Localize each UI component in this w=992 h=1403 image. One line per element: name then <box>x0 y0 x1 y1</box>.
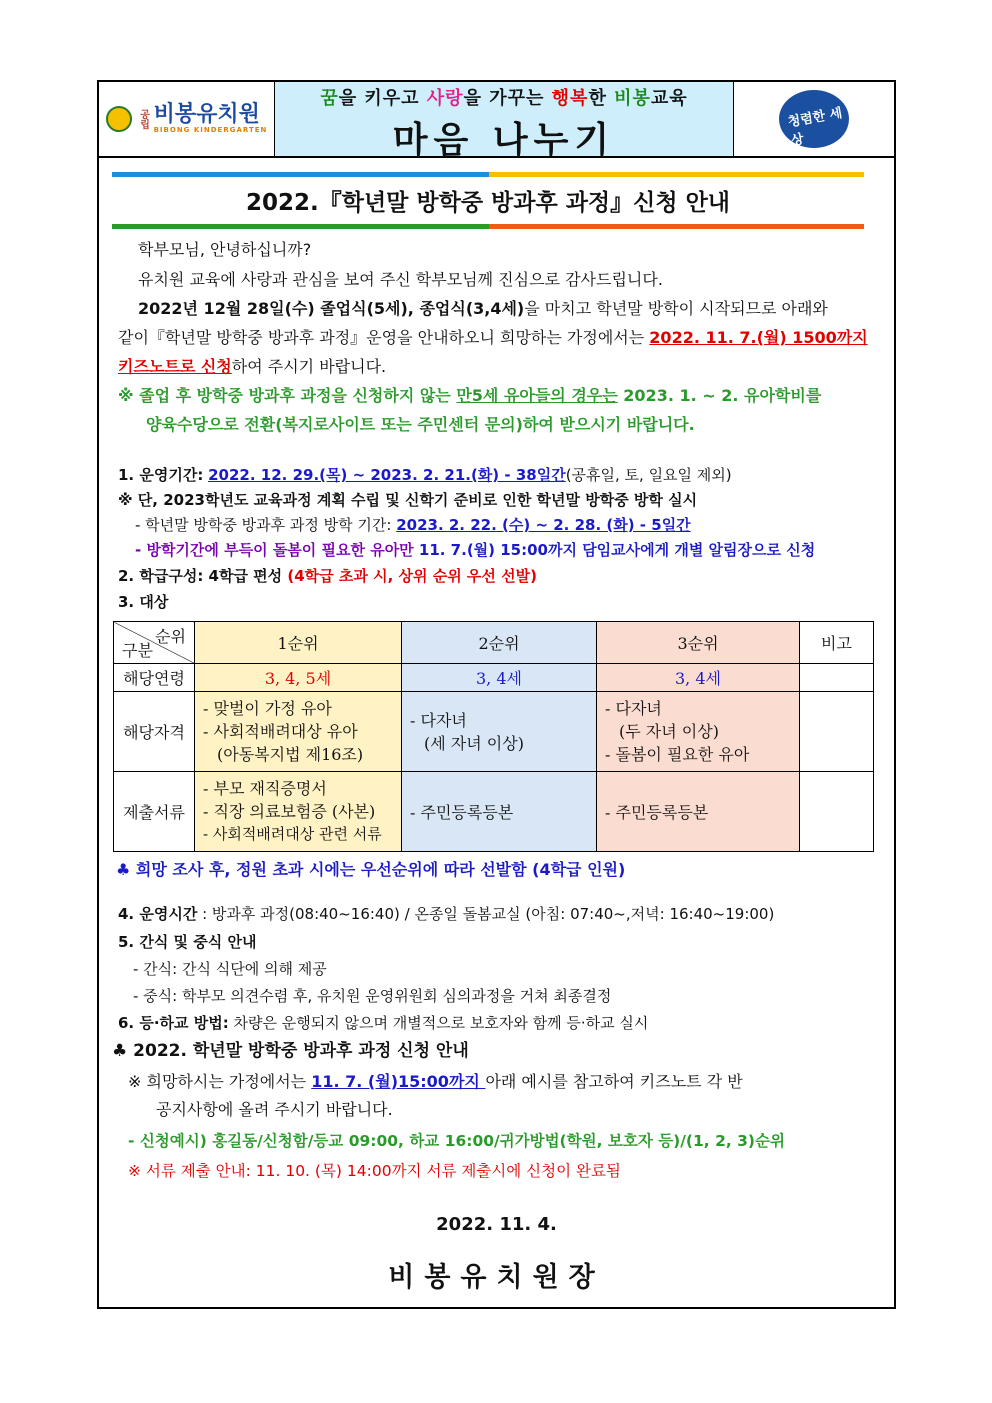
header-rank-2: 2순위 <box>402 622 597 664</box>
section-3: 3. 대상 <box>118 593 169 611</box>
qual-item: (세 자녀 이상) <box>424 733 524 753</box>
table-row <box>114 664 874 692</box>
doc-item: - 부모 재직증명서 <box>203 779 327 798</box>
section-label: 2. 학급구성: 4학급 편성 <box>118 567 288 585</box>
issue-date: 2022. 11. 4. <box>436 1214 557 1235</box>
age-rank-2: 3, 4세 <box>402 664 597 692</box>
apply-text: ※ 희망하시는 가정에서는 <box>128 1072 312 1091</box>
section-1-note: ※ 단, 2023학년도 교육과정 계획 수립 및 신학기 준비로 인한 학년말 방학중 방학 실시 <box>118 491 698 509</box>
slogan-part: 비봉 <box>614 88 651 109</box>
documents-deadline-note: ※ 서류 제출 안내: 11. 10. (목) 14:00까지 서류 제출시에 신청이 완료됨 <box>128 1162 621 1180</box>
intro-line-5 <box>118 355 386 379</box>
letterhead <box>97 80 896 161</box>
doc-item: - 사회적배려대상 관련 서류 <box>203 825 382 843</box>
apply-deadline-2: 11. 7. (월)15:00까지 <box>311 1072 486 1091</box>
table-header-row <box>114 622 874 664</box>
qual-rank-1 <box>195 692 402 772</box>
table-row <box>114 772 874 852</box>
note-text: 2023. 1. ~ 2. 유아학비를 <box>617 386 822 405</box>
docs-rank-2 <box>402 772 597 852</box>
section-5: 5. 간식 및 중식 안내 <box>118 933 257 951</box>
age-label: 해당연령 <box>114 664 195 692</box>
section-label: 4. 운영시간 <box>118 905 198 923</box>
top-bar-blue <box>112 172 489 177</box>
table-corner <box>114 622 195 664</box>
slogan-part: 한 <box>588 88 615 109</box>
apply-text: 아래 예시를 참고하여 키즈노트 각 반 <box>485 1072 743 1091</box>
corner-category: 구분 <box>122 641 153 660</box>
greeting: 학부모님, 안녕하십니까? <box>138 240 312 259</box>
qual-rank-3 <box>597 692 800 772</box>
intro-line-4 <box>118 326 868 350</box>
qual-item: - 다자녀 <box>410 710 467 730</box>
holiday-exclusion: (공휴일, 토, 일요일 제외) <box>565 466 732 484</box>
remark-cell <box>800 772 874 852</box>
qual-item: (두 자녀 이상) <box>619 722 719 741</box>
class-priority-note: (4학급 초과 시, 상위 순위 우선 선발) <box>287 567 537 585</box>
logo-subtitle: BIBONG KINDERGARTEN <box>153 126 268 134</box>
top-bar-yellow <box>489 172 864 177</box>
header-center <box>275 82 734 161</box>
intro-text: 같이『학년말 방학중 방과후 과정』운영을 안내하오니 희망하는 가정에서는 <box>118 328 650 347</box>
logo-name: 비봉유치원 <box>153 102 260 127</box>
doc-item: - 직장 의료보험증 (사본) <box>203 802 376 821</box>
documents-label: 제출서류 <box>114 772 195 852</box>
docs-rank-1 <box>195 772 402 852</box>
kidsnote-apply: 키즈노트로 신청 <box>118 357 232 376</box>
intro-line-3 <box>138 297 828 321</box>
apply-line-1 <box>128 1070 743 1094</box>
qual-item: - 맞벌이 가정 유아 <box>203 699 332 718</box>
header-remarks: 비고 <box>800 622 874 664</box>
apply-line-2: 공지사항에 올려 주시기 바랍니다. <box>156 1100 393 1119</box>
age-rank-3: 3, 4세 <box>597 664 800 692</box>
vacation-period: 2023. 2. 22. (수) ~ 2. 28. (화) - 5일간 <box>396 516 691 534</box>
signature: 비봉유치원장 <box>388 1262 605 1293</box>
slogan-part: 행복 <box>551 88 589 109</box>
slogan-part: 꿈 <box>320 88 339 109</box>
bottom-bar-orange <box>489 224 864 229</box>
note-graduates <box>118 384 821 408</box>
corner-rank: 순위 <box>155 627 186 646</box>
ceremony-dates: 2022년 12월 28일(수) 졸업식(5세), 종업식(3,4세) <box>138 299 525 318</box>
vacation-label: - 학년말 방학중 방과후 과정 방학 기간: <box>135 516 397 534</box>
section-label: 6. 등·하교 방법: <box>118 1014 229 1032</box>
header-rank-3: 3순위 <box>597 622 800 664</box>
note-allowance: 양육수당으로 전환(복지로사이트 또는 주민센터 문의)하여 받으시기 바랍니다. <box>146 415 695 434</box>
operating-hours: : 방과후 과정(08:40~16:40) / 온종일 돌봄교실 (아침: 07:40~,저녁: 16:40~19:00) <box>197 905 775 923</box>
thanks-line: 유치원 교육에 사랑과 관심을 보여 주신 학부모님께 진심으로 감사드립니다. <box>138 270 663 289</box>
operation-period: 2022. 12. 29.(목) ~ 2023. 2. 21.(화) - 38일간 <box>208 466 566 484</box>
qualification-label: 해당자격 <box>114 692 195 772</box>
bottom-bar-green <box>112 224 489 229</box>
kindergarten-logo <box>99 82 275 156</box>
section-4 <box>118 902 774 926</box>
slogan-part: 교육 <box>650 88 688 109</box>
section-1 <box>118 463 732 487</box>
remark-cell <box>800 664 874 692</box>
remark-cell <box>800 692 874 772</box>
age-rank-1: 3, 4, 5세 <box>195 664 402 692</box>
care-note-deadline: 11. 7.(월) 15:00까지 담임교사에게 개별 알림장으로 신청 <box>418 541 816 559</box>
header-rank-1: 1순위 <box>195 622 402 664</box>
smiley-icon <box>106 106 132 132</box>
seal-icon <box>779 90 849 148</box>
eligibility-table <box>113 621 874 852</box>
vacation-care-note <box>135 538 815 562</box>
intro-text: 하여 주시기 바랍니다. <box>231 357 387 376</box>
table-row <box>114 692 874 772</box>
vacation-period-line <box>135 513 691 537</box>
qual-item: - 사회적배려대상 유아 <box>203 722 358 741</box>
document-title: 2022.『학년말 방학중 방과후 과정』신청 안내 <box>245 190 731 216</box>
selection-note: ♣ 희망 조사 후, 정원 초과 시에는 우선순위에 따라 선발함 (4학급 인원) <box>116 860 626 879</box>
doc-item: - 주민등록등본 <box>605 803 709 822</box>
note-underline: 만5세 유아들의 경우는 <box>456 386 618 405</box>
section-label: 1. 운영기간: <box>118 466 204 484</box>
section-2 <box>118 564 537 588</box>
commute-info: 차량은 운행되지 않으며 개별적으로 보호자와 함께 등·하교 실시 <box>228 1014 649 1032</box>
apply-section-title: ♣ 2022. 학년말 방학중 방과후 과정 신청 안내 <box>112 1041 469 1061</box>
apply-deadline: 2022. 11. 7.(월) 1500까지 <box>649 328 868 347</box>
slogan-part: 을 키우고 <box>338 88 427 109</box>
qual-item: - 돌봄이 필요한 유아 <box>605 745 750 764</box>
intro-text: 을 마치고 학년말 방학이 시작되므로 아래와 <box>524 299 828 318</box>
qual-item: - 다자녀 <box>605 699 662 718</box>
qual-rank-2 <box>402 692 597 772</box>
qual-item: (아동복지법 제16조) <box>217 745 364 764</box>
main-title: 마음 나누기 <box>392 120 616 161</box>
snack-info: - 간식: 간식 식단에 의해 제공 <box>133 960 327 978</box>
care-note-text: - 방학기간에 부득이 돌봄이 필요한 유아만 <box>135 541 419 559</box>
docs-rank-3 <box>597 772 800 852</box>
integrity-seal <box>734 82 894 156</box>
lunch-info: - 중식: 학부모 의견수렴 후, 유치원 운영위원회 심의과정을 거쳐 최종결정 <box>133 987 612 1005</box>
apply-example: - 신청예시) 홍길동/신청함/등교 09:00, 하교 16:00/귀가방법(학원, 보호자 등)/(1, 2, 3)순위 <box>128 1132 785 1150</box>
slogan <box>275 84 733 110</box>
doc-item: - 주민등록등본 <box>410 803 514 822</box>
seal-text: 청렴한 세상 <box>786 105 844 149</box>
slogan-part: 사랑 <box>426 88 464 109</box>
slogan-part: 을 가꾸는 <box>463 88 552 109</box>
section-6 <box>118 1011 648 1035</box>
logo-public-label: 공립 <box>137 109 149 129</box>
note-text: ※ 졸업 후 방학중 방과후 과정을 신청하지 않는 <box>118 386 457 405</box>
